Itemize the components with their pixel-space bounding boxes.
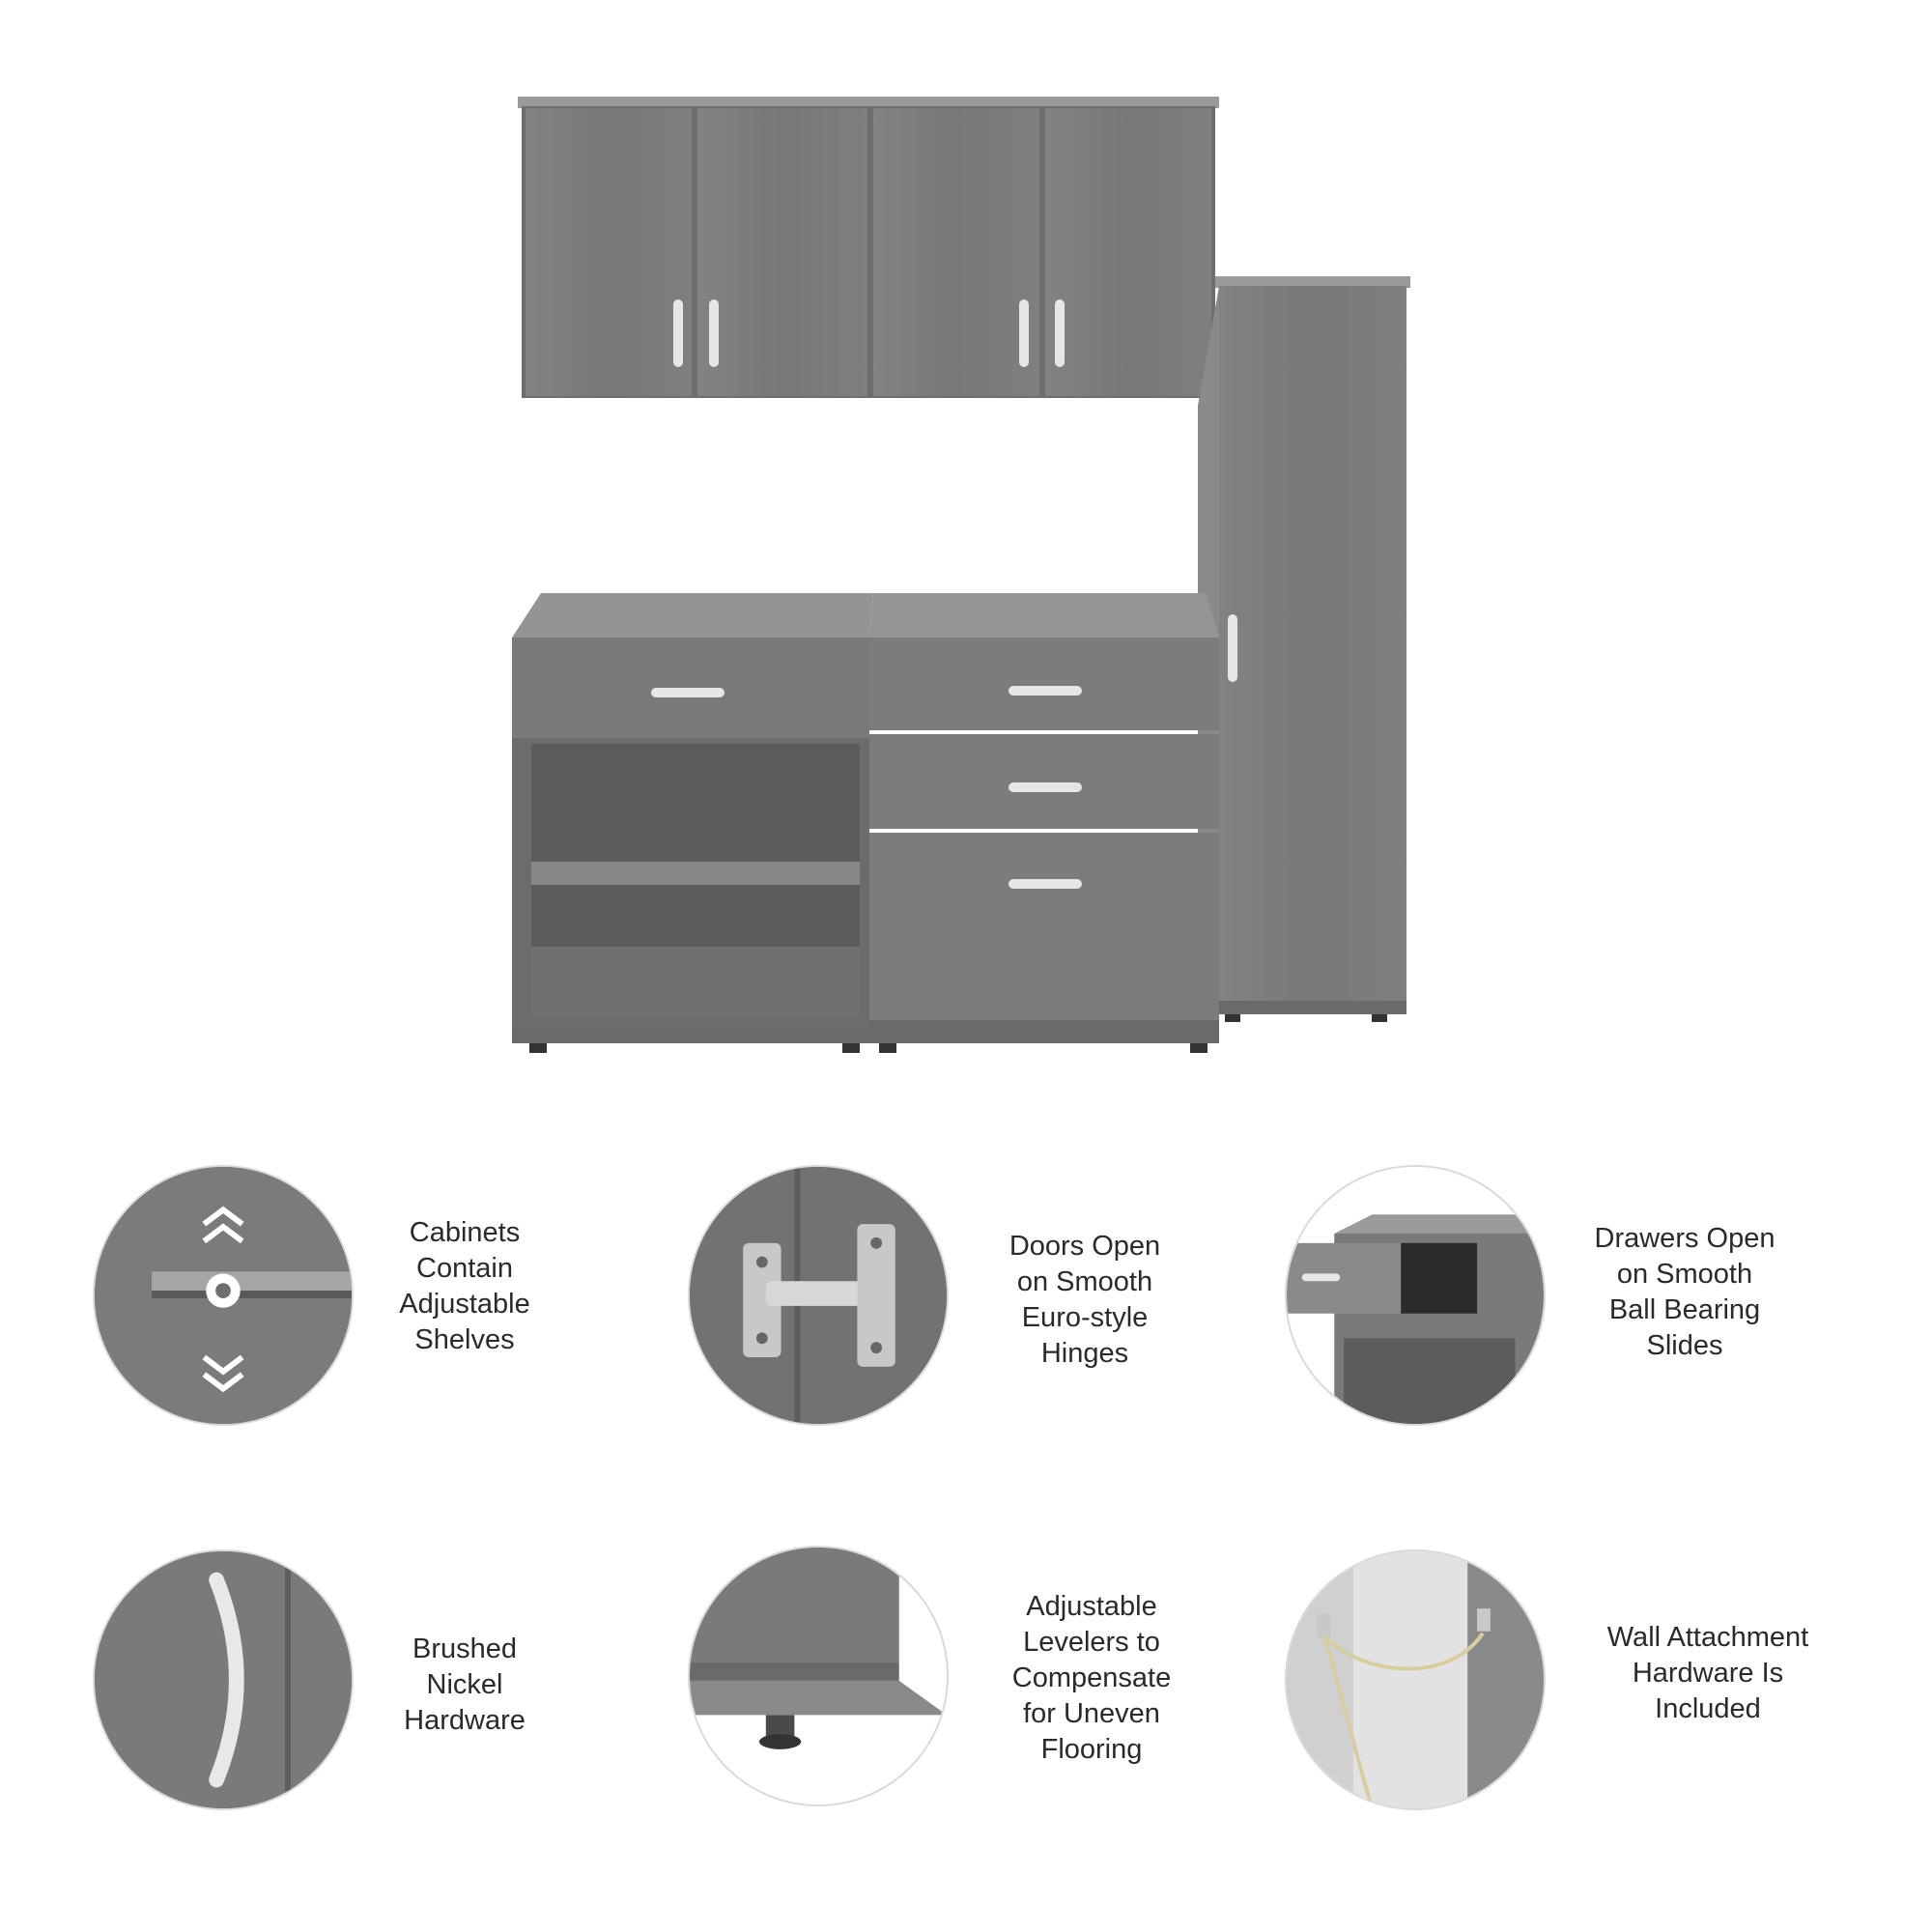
hinge-icon: [688, 1165, 949, 1426]
adjustable-shelf-icon: [93, 1165, 354, 1426]
feature-caption: Adjustable Levelers to Compensate for Uneven Flooring: [1011, 1591, 1172, 1765]
feature-caption: Drawers Open on Smooth Ball Bearing Slides: [1594, 1223, 1776, 1361]
upper-wall-cabinets: [518, 97, 1219, 398]
tall-storage-cabinet: [1198, 276, 1410, 1022]
drawer-slide-icon: [1285, 1165, 1546, 1426]
handle-icon: [93, 1549, 354, 1810]
feature-caption: Wall Attachment Hardware Is Included: [1606, 1622, 1809, 1724]
wall-strap-icon: [1285, 1549, 1546, 1810]
feature-caption: Doors Open on Smooth Euro-style Hinges: [1009, 1231, 1161, 1369]
feature-caption: Brushed Nickel Hardware: [404, 1634, 526, 1736]
feature-caption: Cabinets Contain Adjustable Shelves: [399, 1217, 530, 1355]
leveler-foot-icon: [688, 1546, 949, 1806]
base-cabinet-drawers: [869, 593, 1219, 1053]
base-cabinet-open-shelves: [512, 593, 873, 1053]
